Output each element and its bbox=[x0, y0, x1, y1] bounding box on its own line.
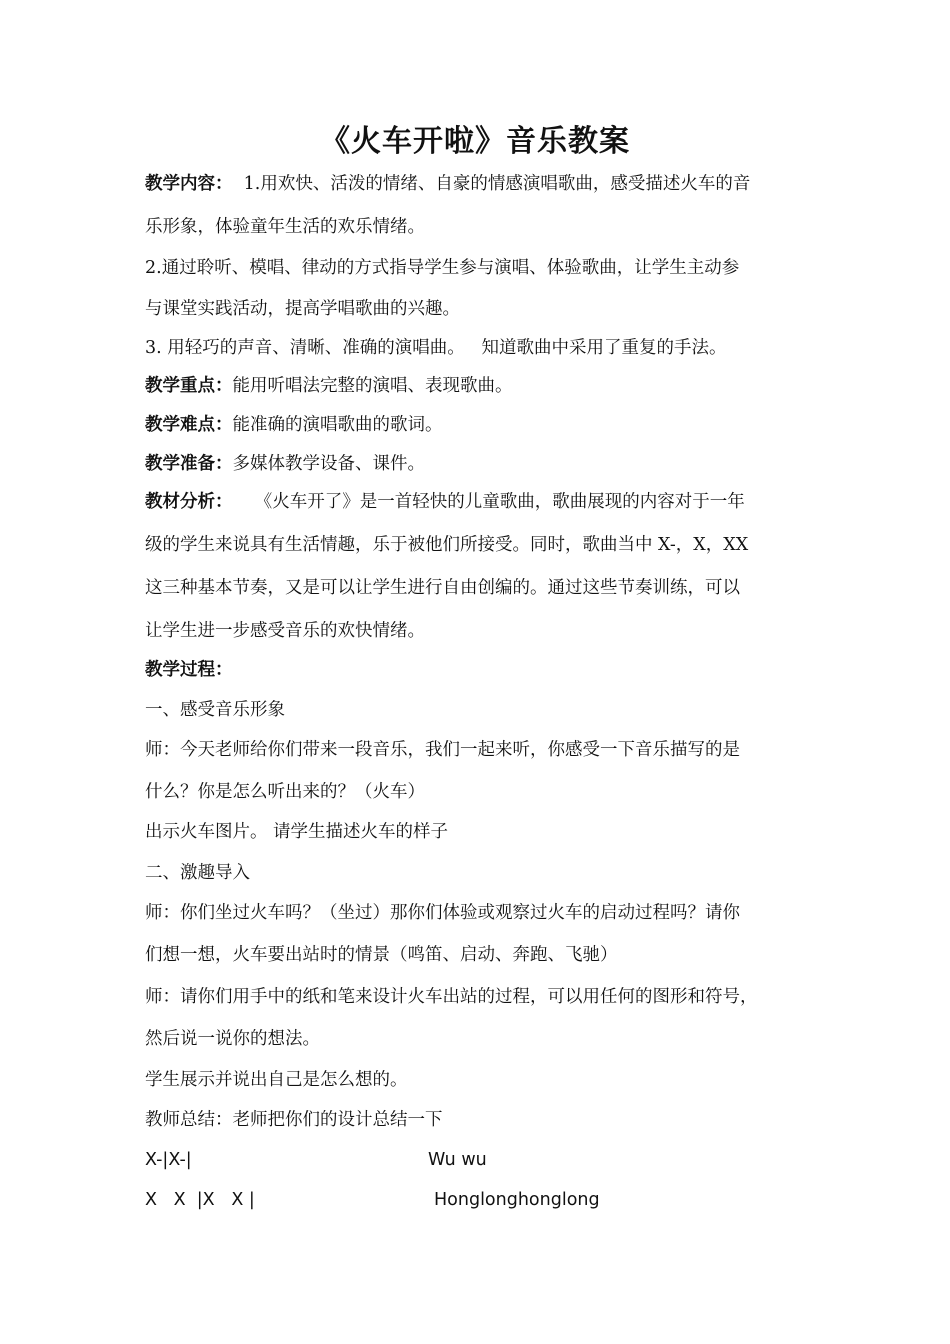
difficulties-label: 教学难点： bbox=[145, 415, 233, 435]
difficulties-line bbox=[145, 413, 825, 437]
rhythm-sound: Wu wu bbox=[428, 1150, 487, 1170]
paragraph-line: 3. 用轻巧的声音、清晰、准确的演唱曲。 知道歌曲中采用了重复的手法。 bbox=[145, 338, 727, 358]
paragraph-line: 师：你们坐过火车吗？（坐过）那你们体验或观察过火车的启动过程吗？请你 bbox=[145, 903, 740, 923]
paragraph-line: 教师总结：老师把你们的设计总结一下 bbox=[145, 1110, 443, 1130]
paragraph-line: 乐形象，体验童年生活的欢乐情绪。 bbox=[145, 217, 425, 237]
rhythm-sound: Honglonghonglong bbox=[434, 1190, 600, 1210]
paragraph-line: 2.通过聆听、模唱、律动的方式指导学生参与演唱、体验歌曲，让学生主动参 bbox=[145, 258, 740, 278]
rhythm-pattern: X-|X-| bbox=[145, 1150, 192, 1170]
paragraph-line: 学生展示并说出自己是怎么想的。 bbox=[145, 1070, 408, 1090]
paragraph-line: 出示火车图片。 请学生描述火车的样子 bbox=[145, 822, 449, 842]
teaching-content-line bbox=[145, 172, 825, 196]
preparation-text: 多媒体教学设备、课件。 bbox=[232, 454, 425, 474]
process-label: 教学过程： bbox=[145, 660, 233, 680]
paragraph-line: 这三种基本节奏，又是可以让学生进行自由创编的。通过这些节奏训练，可以 bbox=[145, 578, 740, 598]
analysis-line bbox=[145, 490, 825, 514]
preparation-label: 教学准备： bbox=[145, 454, 233, 474]
key-points-line bbox=[145, 374, 825, 398]
section-heading: 二、激趣导入 bbox=[145, 863, 250, 883]
preparation-line bbox=[145, 452, 825, 476]
rhythm-row bbox=[145, 1148, 825, 1172]
rhythm-pattern: X X |X X | bbox=[145, 1190, 255, 1210]
paragraph-line: 师：今天老师给你们带来一段音乐，我们一起来听，你感受一下音乐描写的是 bbox=[145, 740, 740, 760]
teaching-content-text: 1.用欢快、活泼的情绪、自豪的情感演唱歌曲，感受描述火车的音 bbox=[232, 174, 751, 194]
key-points-text: 能用听唱法完整的演唱、表现歌曲。 bbox=[232, 376, 513, 396]
document-title: 《火车开啦》音乐教案 bbox=[320, 124, 630, 159]
paragraph-line: 师：请你们用手中的纸和笔来设计火车出站的过程，可以用任何的图形和符号， bbox=[145, 987, 758, 1007]
paragraph-line: 然后说一说你的想法。 bbox=[145, 1029, 320, 1049]
paragraph-line: 们想一想，火车要出站时的情景（鸣笛、启动、奔跑、飞驰） bbox=[145, 945, 618, 965]
key-points-label: 教学重点： bbox=[145, 376, 233, 396]
teaching-content-label: 教学内容： bbox=[145, 174, 233, 194]
section-heading: 一、感受音乐形象 bbox=[145, 700, 285, 720]
analysis-label: 教材分析： bbox=[145, 492, 233, 512]
paragraph-line: 与课堂实践活动，提高学唱歌曲的兴趣。 bbox=[145, 299, 460, 319]
analysis-text: 《火车开了》是一首轻快的儿童歌曲，歌曲展现的内容对于一年 bbox=[232, 492, 745, 512]
rhythm-row bbox=[145, 1188, 825, 1212]
difficulties-text: 能准确的演唱歌曲的歌词。 bbox=[232, 415, 443, 435]
paragraph-line: 级的学生来说具有生活情趣，乐于被他们所接受。同时，歌曲当中 X-，X，XX bbox=[145, 535, 749, 555]
paragraph-line: 什么？你是怎么听出来的？（火车） bbox=[145, 782, 425, 802]
paragraph-line: 让学生进一步感受音乐的欢快情绪。 bbox=[145, 621, 425, 641]
